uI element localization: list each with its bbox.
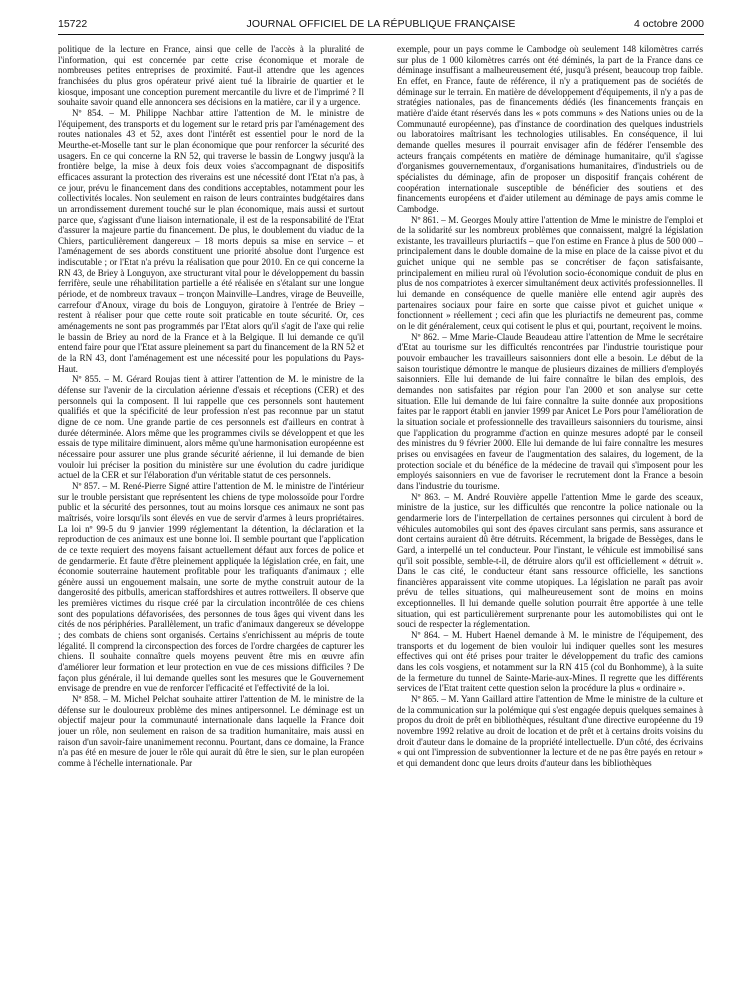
question-855: Nº 855. – M. Gérard Roujas tient à attirer l'attention de M. le ministre de la défense sur l'avenir de la circulation aérienne d'essais et réceptions (CER) et des personnels qui la composent. Il lui rappelle que ces personnels sont hautement qualifiés et que la spécificité de leur profession n'est pas reconnue par un statut digne de ce nom. Une grande partie de ces personnels est d'ailleurs en contrat à durée déterminée. Alors même que les programmes civils se développent et que les essais de type militaire diminuent, alors même qu'une harmonisation européenne est nécessaire pour assurer une plus grande sécurité aérienne, il lui demande de bien vouloir lui préciser la position du ministère sur une évolution du cadre juridique actuel de la CER et sur l'élaboration d'un véritable statut de ces personnels.	[58, 374, 364, 481]
question-862: Nº 862. – Mme Marie-Claude Beaudeau attire l'attention de Mme le secrétaire d'Etat au tourisme sur les difficultés rencontrées par l'industrie touristique pour pouvoir embaucher les travailleurs saisonniers dont elle a besoin. Le début de la saison touristique démontre le manque de plusieurs dizaines de milliers d'employés saisonniers. Elle lui demande de lui faire connaître le bilan des emplois, des demandes non satisfaites par région pour l'an 2000 et son analyse sur cette situation. Elle lui demande de lui faire connaître la suite donnée aux propositions faites par le rapport établi en janvier 1999 par Anicet Le Pors pour l'amélioration de la situation sociale et professionnelle des travailleurs saisonniers du tourisme, ainsi que l'application du programme d'action en quinze mesures adopté par le conseil des ministres du 9 février 2000. Elle lui demande de lui faire connaître les mesures prises ou envisagées en faveur de l'augmentation des salaires, du logement, de la protection sociale et du bénéfice de la médecine de travail qui s'imposent pour les employés saisonniers en vue de favoriser le recrutement dont la France a besoin dans l'industrie du tourisme.	[397, 331, 703, 491]
question-863: Nº 863. – M. André Rouvière appelle l'attention Mme le garde des sceaux, ministre de la justice, sur les difficultés que rencontre la police nationale ou la gendarmerie lors de l'interpellation de certaines personnes qui circulent à bord de véhicules automobiles qui sont des épaves circulant sans permis, sans assurance et dont certains auraient dû être détruits. Récemment, la brigade de Bessèges, dans le Gard, a interpellé un tel conducteur. Pour l'instant, le véhicule est immobilisé sans qu'il soit possible, semble-t-il, de détruire alors qu'il est officiellement « détruit ». Dans le cas cité, le conducteur étant sans ressource officielle, les sanctions financières apparaissent vite comme utopiques. La législation ne paraît pas avoir prévu de telles situations, qui malheureusement sont de moins en moins exceptionnelles. Il lui demande quelle solution pourrait être apportée à une telle situation, qui est particulièrement surprenante pour les automobilistes qui ont le souci de respecter la réglementation.	[397, 491, 703, 630]
question-858-continued: exemple, pour un pays comme le Cambodge où seulement 148 kilomètres carrés sur plus de 1 000 kilomètres carrés ont été déminés, la part de la France dans ce déminage insuffisant a malheureusement été, jusqu'à présent, beaucoup trop faible. En effet, en France, faute de référence, il n'y a pratiquement pas de sociétés de déminage sur le terrain. En matière de développement d'équipements, il n'y a pas de stratégies nationales, pas de financements dédiés (les financements français en matière d'aide étant réservés dans les « pots communs » des Nations unies ou de la Communauté européenne), pas d'instance de coordination des quelques industriels ou laboratoires maîtrisant les technologies utilisables. En conséquence, il lui demande quelles mesures il pourrait envisager afin de fédérer l'ensemble des acteurs français compétents en matière de déminage humanitaire, qu'il s'agisse d'organismes gouvernementaux, d'organisations humanitaires, d'industriels ou de spécialistes du déminage, afin de proposer un dispositif français cohérent de coopération internationale susceptible de bénéficier des soutiens et des financements européens et d'aider utilement au déminage de pays amis comme le Cambodge.	[397, 44, 703, 214]
question-864: Nº 864. – M. Hubert Haenel demande à M. le ministre de l'équipement, des transports et du logement de bien vouloir lui indiquer quelles sont les mesures effectives qui ont été prises pour traiter le développement du trafic des camions dans les cols vosgiens, et notamment sur la RN 415 (col du Bonhomme), à la suite de la fermeture du tunnel de Sainte-Marie-aux-Mines. Il regrette que les différents services de l'Etat traitent cette question selon la procédure la plus « ordinaire ».	[397, 630, 703, 694]
header-rule	[58, 34, 704, 35]
paragraph-continuation: politique de la lecture en France, ainsi que celle de l'accès à la pluralité de l'information, qui est concernée par cette crise économique et morale de nombreuses petites entreprises de proximité. Faut-il attendre que les agences franchisées du plus gros opérateur privé aient tué la librairie de quartier et le kiosque, imposant une conception purement mercantile du livre et de l'imprimé ? Il souhaite savoir quand elle annoncera ses décisions en la matière, car il y a urgence.	[58, 44, 364, 108]
left-column	[58, 44, 364, 980]
publication-date: 4 octobre 2000	[633, 18, 704, 30]
question-854: Nº 854. – M. Philippe Nachbar attire l'attention de M. le ministre de l'équipement, des transports et du logement sur le retard pris par l'aménagement des routes nationales 43 et 52, axes dont l'intérêt est essentiel pour le nord de la Meurthe-et-Moselle tant sur le plan économique que pour renforcer la sécurité des usagers. En ce qui concerne la RN 52, qui traverse le bassin de Longwy jusqu'à la frontière belge, la mise à deux fois deux voies s'accompagnant de dispositifs efficaces assurant la protection des riverains est une nécessité dont l'Etat n'a pas, à ce jour, prévu le financement dans des conditions acceptables, notamment pour les collectivités locales. Non seulement en raison de leurs contraintes budgétaires dans un arrondissement durement touché sur le plan économique, mais aussi et surtout parce que, s'agissant d'une liaison internationale, il est de la responsabilité de l'Etat d'assurer la majeure partie du financement. De plus, le doublement du viaduc de la Chiers, particulièrement dangereux – 18 morts depuis sa mise en service – et l'aménagement de ses abords constituent une priorité absolue dont l'urgence est indiscutable ; or l'Etat n'a prévu la réalisation que pour 2010. En ce qui concerne la RN 43, de Briey à Longuyon, axe structurant vital pour le développement du bassin ferrifère, seule une réhabilitation partielle a été réalisée en s'étalant sur une longue période, et de nombreux travaux – tronçon Mainville–Landres, virage de Beuveille, carrefour d'Anoux, virage du bois de Longuyon, giratoire à l'entrée de Briey – restent à réaliser pour que cette route soit praticable en toute sécurité. Or, ces aménagements ne sont pas programmés par l'Etat alors qu'il s'agit de l'axe qui relie le bassin de Briey au nord de la France et à la Belgique. Il lui demande ce qu'il entend faire pour que l'Etat assure pleinement sa part du financement de la RN 52 et de la RN 43, dont l'aménagement est une nécessité pour les populations du Pays-Haut.	[58, 107, 364, 374]
question-858: Nº 858. – M. Michel Pelchat souhaite attirer l'attention de M. le ministre de la défense sur le douloureux problème des mines antipersonnel. Le déminage est un objectif majeur pour la communauté internationale dans laquelle la France doit jouer un rôle, non seulement en raison de sa tradition humanitaire, mais aussi en raison d'un savoir-faire unanimement reconnu. Pourtant, dans ce domaine, la France n'a pas été en mesure de jouer le rôle qui aurait dû être le sien, sur le plan européen comme à l'échelle internationale. Par	[58, 694, 364, 768]
question-861: Nº 861. – M. Georges Mouly attire l'attention de Mme le ministre de l'emploi et de la solidarité sur les nombreux problèmes que connaissent, malgré la législation existante, les travailleurs pluriactifs – que l'on estime en France à plus de 500 000 – principalement dans le double domaine de la mise en place de la caisse pivot et du guichet unique qui ne semble pas se concrétiser de façon satisfaisante, principalement en milieu rural où l'évolution socio-économique conduit de plus en plus de nos compatriotes à exercer simultanément deux activités professionnelles. Il lui demande en conséquence de quelle manière elle entend agir auprès des partenaires sociaux pour faire en sorte que caisse pivot et guichet unique « fonctionnent » réellement ; ceci afin que les pluriactifs ne demeurent pas, comme on le dit généralement, ceux qui cotisent le plus et qui, pourtant, reçoivent le moins.	[397, 214, 703, 332]
page-number: 15722	[58, 18, 88, 30]
question-865: Nº 865. – M. Yann Gaillard attire l'attention de Mme le ministre de la culture et de la communication sur la polémique qui s'est engagée depuis quelques semaines à propos du droit de prêt en bibliothèques, résultant d'une directive européenne du 19 novembre 1992 relative au droit de location et de prêt et à certains droits voisins du droit d'auteur dans le domaine de la propriété intellectuelle. D'un côté, des écrivains « qui ont l'impression de subventionner la lecture et de ne pas être payés en retour » et qui demandent donc que leurs droits d'auteur dans les bibliothèques	[397, 694, 703, 768]
question-857: Nº 857. – M. René-Pierre Signé attire l'attention de M. le ministre de l'intérieur sur le trouble persistant que représentent les chiens de type molossoïde pour l'ordre public et la sécurité des personnes, tout au moins lorsque ces animaux ne sont pas maîtrisés, voire lorsqu'ils sont élevés en vue de servir d'armes à leurs propriétaires. La loi nº 99-5 du 9 janvier 1999 réglementant la détention, la déclaration et la reproduction de ces animaux est une bonne loi. Il semble pourtant que l'application de ce texte requiert des moyens faisant actuellement défaut aux forces de police et de gendarmerie. Et faute d'être pleinement appliquée la législation crée, en fait, une économie souterraine hautement profitable pour les trafiquants d'animaux ; elle génère aussi un engouement malsain, une sorte de mythe construit autour de la dangerosité des pitbulls, american staffordshires et autres rottweilers. Il observe que les premières victimes du risque créé par la circulation incontrôlée de ces chiens sont des populations défavorisées, des personnes de tous âges qui vivent dans les cités de nos périphéries. Parallèlement, un trafic d'animaux dangereux se développe ; des combats de chiens sont organisés. Certains s'enrichissent au mépris de toute légalité. Il comprend la circonspection des forces de l'ordre chargées de capturer les chiens. Il souhaite connaître quels moyens peuvent être mis en œuvre afin d'améliorer leur formation et leur protection en vue de ces missions difficiles ? De façon plus générale, il lui demande quelles sont les mesures que le Gouvernement envisage de prendre en vue de renforcer l'efficacité et l'effectivité de la loi.	[58, 480, 364, 694]
right-column	[397, 44, 703, 980]
journal-title: JOURNAL OFFICIEL DE LA RÉPUBLIQUE FRANÇAISE	[246, 18, 516, 30]
page-header	[58, 16, 704, 34]
